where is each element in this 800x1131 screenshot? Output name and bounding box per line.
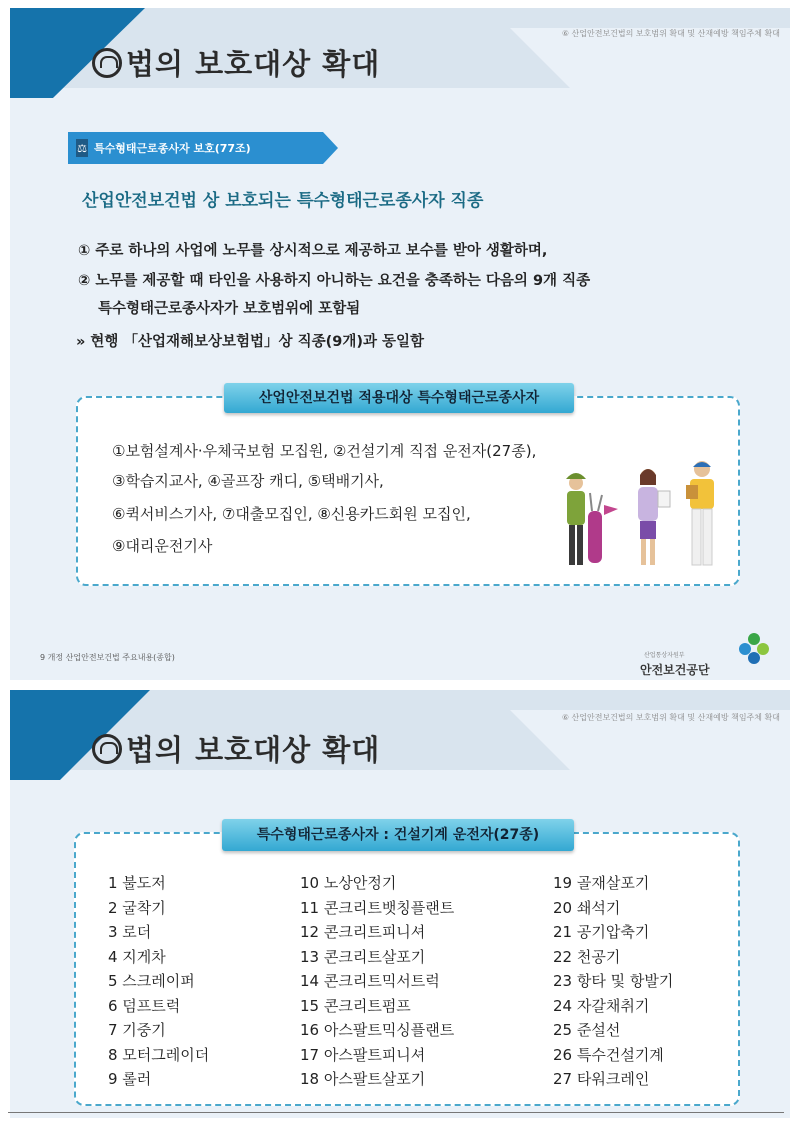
machinery-item: 2 굴착기: [108, 898, 166, 917]
logo-text: 안전보건공단: [640, 663, 710, 677]
machinery-item: 24 자갈채취기: [553, 996, 650, 1015]
machinery-item: 6 덤프트럭: [108, 996, 181, 1015]
machinery-item: 8 모터그레이더: [108, 1045, 210, 1064]
machinery-item: 9 롤러: [108, 1070, 152, 1088]
page-title: 법의 보호대상 확대: [92, 42, 380, 83]
machinery-item: 7 기중기: [108, 1021, 166, 1039]
machinery-item: 25 준설선: [553, 1021, 621, 1039]
text-line-2: ② 노무를 제공할 때 타인을 사용하지 아니하는 요건을 충족하는 다음의 9개 직종: [78, 273, 591, 289]
machinery-item: 12 콘크리트피니셔: [300, 923, 426, 941]
safety-helmet-icon: [92, 48, 122, 78]
text-line-4: » 현행 「산업재해보상보험법」상 직종(9개)과 동일함: [76, 334, 425, 350]
box-title: 산업안전보건법 적용대상 특수형태근로종사자: [224, 383, 574, 413]
box-line-1: ①보험설계사·우체국보험 모집원, ②건설기계 직접 운전자(27종),: [112, 442, 537, 460]
breadcrumb-2: ⑥ 산업안전보건법의 보호범위 확대 및 산재예방 책임주체 확대: [561, 713, 780, 722]
machinery-item: 15 콘크리트펌프: [300, 996, 411, 1015]
woman-figure: [638, 469, 670, 565]
box-line-2: ③학습지교사, ④골프장 캐디, ⑤택배기사,: [112, 472, 384, 490]
machinery-item: 26 특수건설기계: [553, 1045, 664, 1064]
machinery-item: 4 지게차: [108, 947, 166, 966]
page-footer: 9 개정 산업안전보건법 주요내용(종합): [40, 653, 175, 662]
machinery-item: 21 공기압축기: [553, 923, 650, 941]
delivery-figure: [686, 461, 714, 565]
machinery-item: 14 콘크리트믹서트럭: [300, 972, 440, 990]
bottom-divider: [8, 1112, 784, 1113]
text-line-1: ① 주로 하나의 사업에 노무를 상시적으로 제공하고 보수를 받아 생활하며,: [78, 243, 548, 259]
machinery-item: 17 아스팔트피니셔: [300, 1045, 426, 1064]
breadcrumb: ⑥ 산업안전보건법의 보호범위 확대 및 산재예방 책임주체 확대: [561, 29, 780, 38]
text-line-3: 특수형태근로종사자가 보호범위에 포함됨: [98, 301, 361, 317]
subtitle: 산업안전보건법 상 보호되는 특수형태근로종사자 직종: [82, 191, 484, 211]
section-tab-label: 특수형태근로종사자 보호(77조): [94, 142, 251, 155]
machinery-item: 13 콘크리트살포기: [300, 947, 426, 966]
caddie-figure: [566, 473, 618, 565]
machinery-item: 22 천공기: [553, 947, 621, 966]
workers-illustration: [552, 455, 728, 571]
safety-helmet-icon: [92, 734, 122, 764]
machinery-item: 18 아스팔트살포기: [300, 1070, 426, 1088]
machinery-item: 11 콘크리트뱃칭플랜트: [300, 898, 455, 917]
box-line-3: ⑥퀵서비스기사, ⑦대출모집인, ⑧신용카드회원 모집인,: [112, 505, 471, 523]
machinery-item: 20 쇄석기: [553, 898, 621, 917]
machinery-item: 27 타워크레인: [553, 1070, 650, 1088]
machinery-item: 3 로더: [108, 923, 152, 941]
box-line-4: ⑨대리운전기사: [112, 537, 213, 555]
kosha-logo-icon: [738, 632, 770, 664]
logo-subtext: 산업통상자원부: [644, 652, 685, 659]
machinery-item: 5 스크레이퍼: [108, 972, 195, 990]
page-title-2: 법의 보호대상 확대: [92, 728, 380, 769]
machinery-item: 1 불도저: [108, 874, 166, 892]
box-title-2: 특수형태근로종사자 : 건설기계 운전자(27종): [222, 819, 574, 851]
svg-text:⚖: ⚖: [77, 142, 87, 155]
machinery-item: 23 항타 및 항발기: [553, 972, 674, 990]
machinery-item: 10 노상안정기: [300, 874, 397, 892]
machinery-item: 19 골재살포기: [553, 874, 650, 892]
machinery-item: 16 아스팔트믹싱플랜트: [300, 1021, 455, 1039]
